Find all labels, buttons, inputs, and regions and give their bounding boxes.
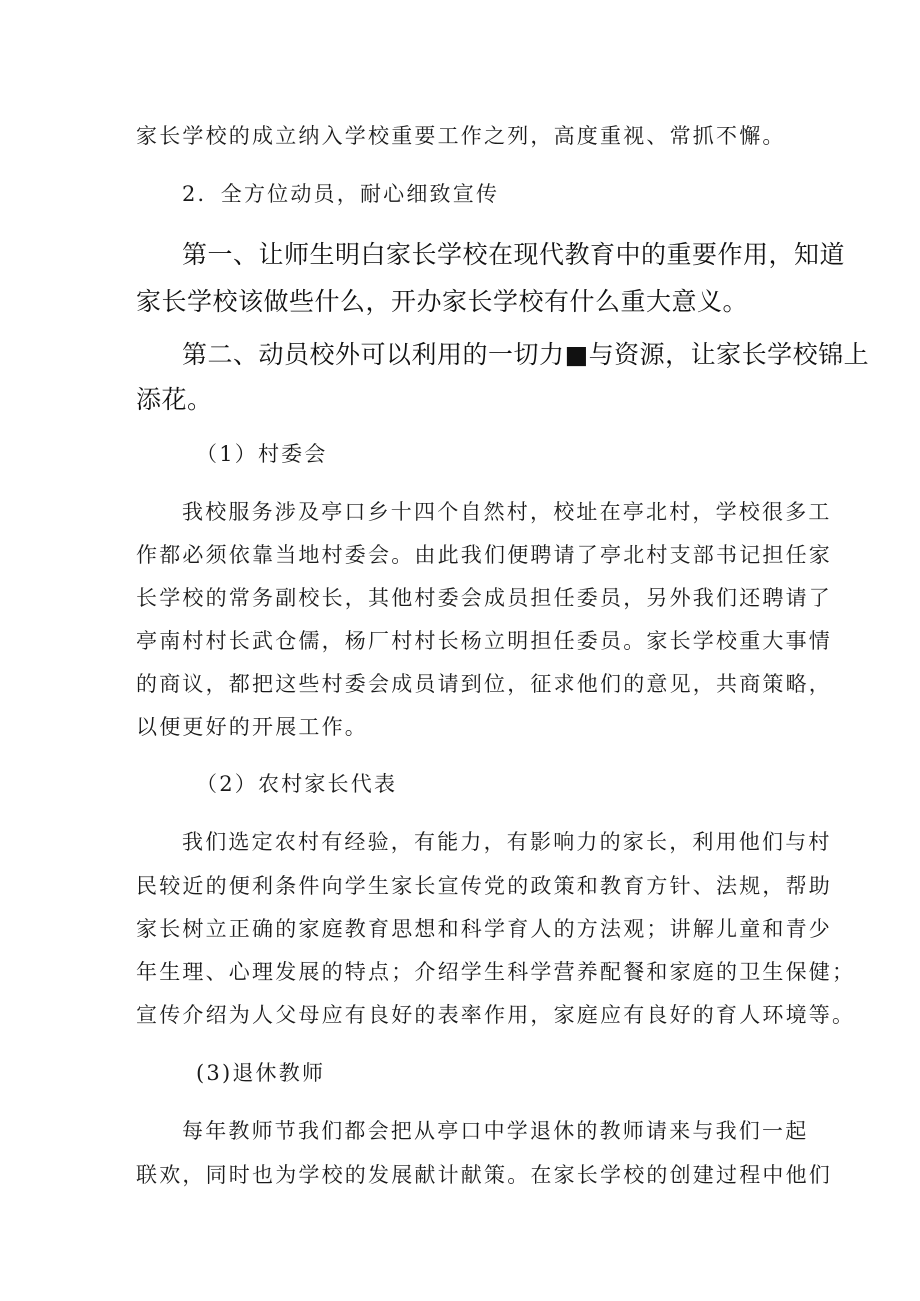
bold-paragraph-line: 第二、动员校外可以利用的一切力■与资源，让家长学校锦上 [182,340,870,369]
text-line: 民较近的便利条件向学生家长宣传党的政策和教育方针、法规，帮助 [136,874,832,898]
text-line: 长学校的常务副校长，其他村委会成员担任委员，另外我们还聘请了 [136,586,832,610]
text-line: 作都必须依靠当地村委会。由此我们便聘请了亭北村支部书记担任家 [136,543,832,567]
text-line: 每年教师节我们都会把从亭口中学退休的教师请来与我们一起 [182,1119,809,1143]
bold-paragraph-line: 家长学校该做些什么，开办家长学校有什么重大意义。 [136,287,749,316]
text-line: 联欢，同时也为学校的发展献计献策。在家长学校的创建过程中他们 [136,1163,832,1187]
text-line: 年生理、心理发展的特点；介绍学生科学营养配餐和家庭的卫生保健； [136,960,856,984]
text-line: 宣传介绍为人父母应有良好的表率作用，家庭应有良好的育人环境等。 [136,1003,856,1027]
text-line: 家长学校的成立纳入学校重要工作之列，高度重视、常抓不懈。 [136,124,786,148]
text-line: 我们选定农村有经验，有能力，有影响力的家长，利用他们与村 [182,830,832,854]
bold-paragraph-line: 第一、让师生明白家长学校在现代教育中的重要作用，知道 [182,240,846,269]
text-line: 的商议，都把这些村委会成员请到位，征求他们的意见，共商策略， [136,672,832,696]
text-line: 以便更好的开展工作。 [136,715,368,739]
subsection-heading: （1）村委会 [196,442,328,466]
text-line: 亭南村村长武仓儒，杨厂村村长杨立明担任委员。家长学校重大事情 [136,629,832,653]
text-line: 我校服务涉及亭口乡十四个自然村，校址在亭北村，学校很多工 [182,500,832,524]
bold-paragraph-line: 添花。 [136,385,213,414]
subsection-heading: （2）农村家长代表 [196,772,398,796]
section-heading: 2．全方位动员，耐心细致宣传 [182,182,500,206]
subsection-heading: (3)退休教师 [196,1061,326,1085]
text-line: 家长树立正确的家庭教育思想和科学育人的方法观；讲解儿童和青少 [136,917,832,941]
